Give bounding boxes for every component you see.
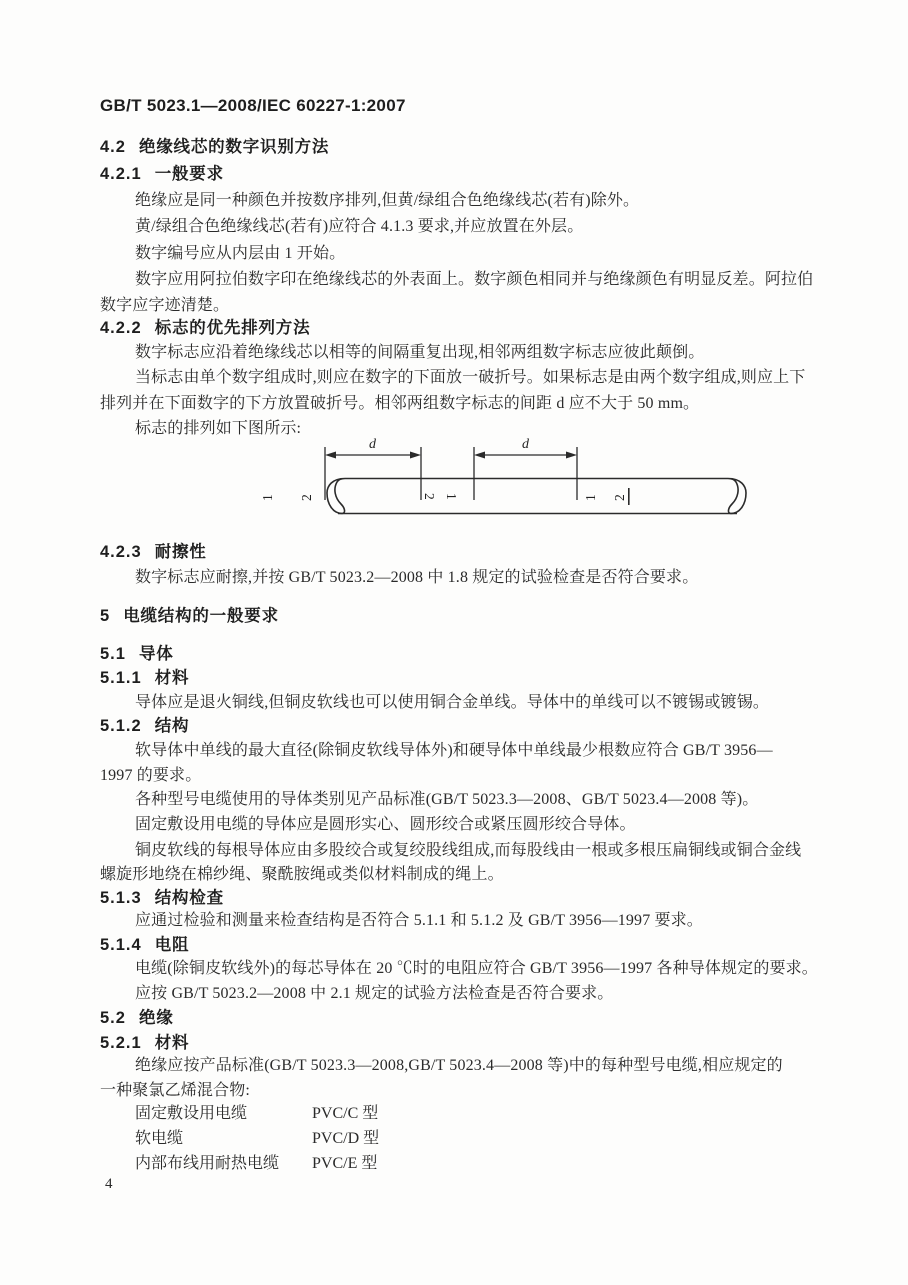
heading-number: 4.2.2 xyxy=(100,319,142,337)
heading-title: 材料 xyxy=(154,669,190,687)
heading-4-2 xyxy=(100,133,329,157)
paragraph: 数字标志应沿着绝缘线芯以相等的间隔重复出现,相邻两组数字标志应彼此颠倒。 xyxy=(135,344,705,361)
paragraph: 导体应是退火铜线,但铜皮软线也可以使用铜合金单线。导体中的单线可以不镀锡或镀锡。 xyxy=(135,694,770,711)
cable-digit: 2 xyxy=(299,494,314,501)
cable-marking-diagram xyxy=(155,430,755,525)
paragraph: 数字标志应耐擦,并按 GB/T 5023.2—2008 中 1.8 规定的试验检查是否符合要求。 xyxy=(135,569,699,586)
cable-digit: 1 xyxy=(444,493,459,500)
heading-number: 4.2 xyxy=(100,138,126,156)
standard-header: GB/T 5023.1—2008/IEC 60227-1:2007 xyxy=(100,96,406,115)
heading-5-1 xyxy=(100,640,174,664)
heading-5-1-4 xyxy=(100,931,189,955)
cable-type-label: 内部布线用耐热电缆 xyxy=(135,1155,280,1172)
heading-title: 一般要求 xyxy=(154,165,224,183)
heading-title: 标志的优先排列方法 xyxy=(154,319,311,337)
heading-5-2-1 xyxy=(100,1029,189,1053)
heading-title: 结构 xyxy=(154,717,190,735)
page-number: 4 xyxy=(105,1176,113,1192)
heading-5-2 xyxy=(100,1004,174,1028)
heading-4-2-2 xyxy=(100,314,310,338)
cable-type-label: 固定敷设用电缆 xyxy=(135,1105,248,1122)
cable-digit: 1 xyxy=(260,494,275,501)
paragraph: 数字编号应从内层由 1 开始。 xyxy=(135,245,346,262)
heading-number: 4.2.1 xyxy=(100,165,142,183)
pvc-type-value: PVC/E 型 xyxy=(312,1155,378,1172)
paragraph: 黄/绿组合色绝缘线芯(若有)应符合 4.1.3 要求,并应放置在外层。 xyxy=(135,218,584,235)
paragraph: 当标志由单个数字组成时,则应在数字的下面放一破折号。如果标志是由两个数字组成,则应上下 xyxy=(135,369,806,386)
heading-title: 电缆结构的一般要求 xyxy=(123,607,279,625)
heading-5-1-3 xyxy=(100,884,224,908)
cable-digit: 1 xyxy=(583,494,598,501)
heading-number: 5.1.3 xyxy=(100,889,142,907)
dimension-label-d1: d xyxy=(369,437,376,452)
paragraph-continuation: 1997 的要求。 xyxy=(100,767,202,784)
heading-4-2-3 xyxy=(100,538,207,562)
paragraph: 各种型号电缆使用的导体类别见产品标准(GB/T 5023.3—2008、GB/T 5023.4—2008 等)。 xyxy=(135,791,759,808)
paragraph-continuation: 一种聚氯乙烯混合物: xyxy=(100,1082,250,1099)
dimension-label-d2: d xyxy=(522,437,529,452)
heading-title: 材料 xyxy=(154,1034,190,1052)
heading-number: 5.2 xyxy=(100,1009,126,1027)
paragraph: 应通过检验和测量来检查结构是否符合 5.1.1 和 5.1.2 及 GB/T 3956—1997 要求。 xyxy=(135,912,703,929)
pvc-type-value: PVC/C 型 xyxy=(312,1105,379,1122)
pvc-type-value: PVC/D 型 xyxy=(312,1130,380,1147)
heading-number: 5.1.2 xyxy=(100,717,142,735)
heading-title: 耐擦性 xyxy=(154,543,207,561)
cable-right-end xyxy=(728,479,746,514)
paragraph-continuation: 螺旋形地绕在棉纱绳、聚酰胺绳或类似材料制成的绳上。 xyxy=(100,866,504,883)
paragraph: 绝缘应按产品标准(GB/T 5023.3—2008,GB/T 5023.4—2008 等)中的每种型号电缆,相应规定的 xyxy=(135,1057,783,1074)
paragraph: 电缆(除铜皮软线外)的每芯导体在 20 ℃时的电阻应符合 GB/T 3956—1997 各种导体规定的要求。 xyxy=(135,960,818,977)
heading-title: 结构检查 xyxy=(154,889,224,907)
paragraph: 铜皮软线的每根导体应由多股绞合或复绞股线组成,而每股线由一根或多根压扁铜线或铜合金线 xyxy=(135,842,802,859)
cable-digit: 2 xyxy=(422,493,437,500)
heading-title: 电阻 xyxy=(154,936,190,954)
heading-number: 5 xyxy=(100,607,111,625)
heading-number: 4.2.3 xyxy=(100,543,142,561)
cable-digit: 2 xyxy=(612,494,627,501)
cable-left-end xyxy=(327,479,345,514)
heading-number: 5.1.4 xyxy=(100,936,142,954)
paragraph: 软导体中单线的最大直径(除铜皮软线导体外)和硬导体中单线最少根数应符合 GB/T 3956— xyxy=(135,742,773,759)
paragraph: 绝缘应是同一种颜色并按数序排列,但黄/绿组合色绝缘线芯(若有)除外。 xyxy=(135,192,640,209)
dash-mark xyxy=(628,488,630,505)
pvc-type-row xyxy=(135,1125,379,1148)
pvc-type-row xyxy=(135,1100,378,1123)
cable-type-label: 软电缆 xyxy=(135,1130,184,1147)
heading-title: 导体 xyxy=(138,645,174,663)
paragraph-continuation: 排列并在下面数字的下方放置破折号。相邻两组数字标志的间距 d 应不大于 50 mm。 xyxy=(100,395,700,412)
heading-title: 绝缘 xyxy=(138,1009,174,1027)
paragraph: 标志的排列如下图所示: xyxy=(135,420,302,437)
paragraph-continuation: 数字应字迹清楚。 xyxy=(100,297,230,314)
pvc-type-row xyxy=(135,1150,377,1173)
heading-5 xyxy=(100,602,279,626)
heading-5-1-1 xyxy=(100,664,189,688)
heading-title: 绝缘线芯的数字识别方法 xyxy=(138,138,330,156)
paragraph: 应按 GB/T 5023.2—2008 中 2.1 规定的试验方法检查是否符合要求。 xyxy=(135,985,614,1002)
heading-number: 5.1.1 xyxy=(100,669,142,687)
heading-number: 5.2.1 xyxy=(100,1034,142,1052)
heading-5-1-2 xyxy=(100,712,189,736)
heading-4-2-1 xyxy=(100,160,224,184)
heading-number: 5.1 xyxy=(100,645,126,663)
paragraph: 固定敷设用电缆的导体应是圆形实心、圆形绞合或紧压圆形绞合导体。 xyxy=(135,816,636,833)
paragraph: 数字应用阿拉伯数字印在绝缘线芯的外表面上。数字颜色相同并与绝缘颜色有明显反差。阿拉伯 xyxy=(135,271,814,288)
